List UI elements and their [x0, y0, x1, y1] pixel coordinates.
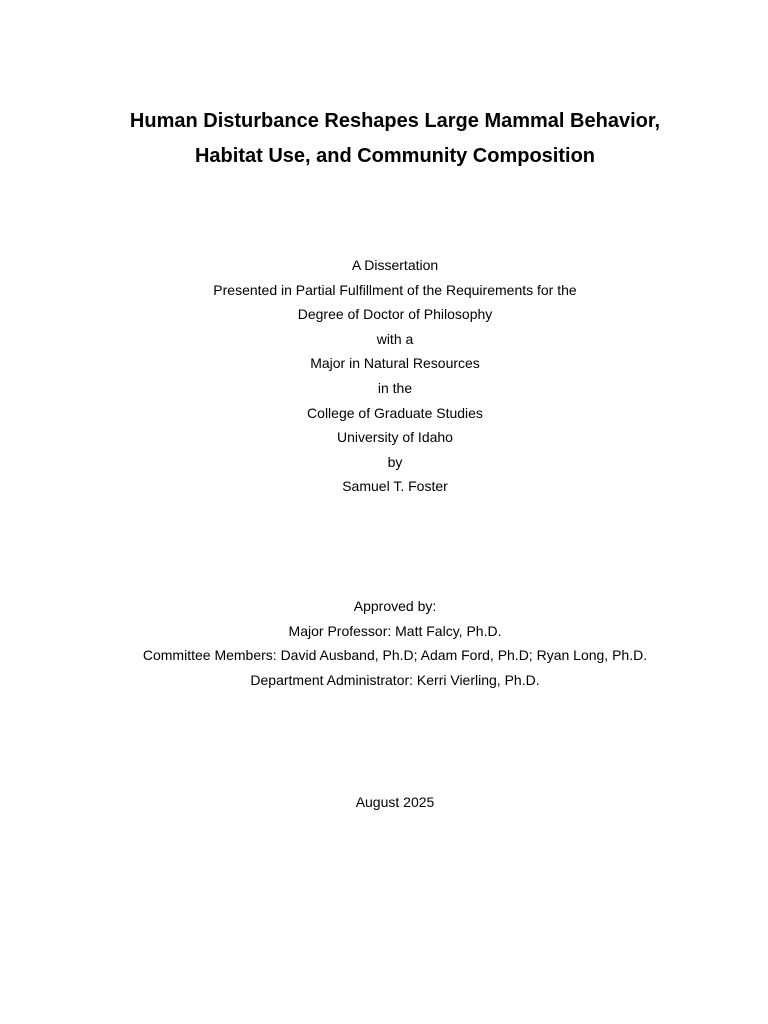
statement-line: College of Graduate Studies [307, 404, 483, 421]
department-administrator: Department Administrator: Kerri Vierling, Ph.D. [250, 671, 540, 688]
major-professor: Major Professor: Matt Falcy, Ph.D. [288, 622, 502, 639]
statement-line: University of Idaho [337, 429, 453, 446]
dissertation-title [0, 104, 768, 174]
title-line-2: Habitat Use, and Community Composition [194, 145, 596, 167]
statement-line: A Dissertation [351, 257, 439, 273]
statement-line: by [387, 453, 403, 470]
statement-line: in the [377, 379, 413, 396]
committee-members: Committee Members: David Ausband, Ph.D; Adam Ford, Ph.D; Ryan Long, Ph.D. [142, 647, 648, 664]
statement-line: Degree of Doctor of Philosophy [297, 306, 493, 323]
statement-line: Major in Natural Resources [310, 355, 480, 372]
statement-line: with a [376, 330, 414, 347]
approval-heading: Approved by: [353, 598, 437, 614]
approval-section [0, 594, 768, 692]
statement-line: Presented in Partial Fulfillment of the Requirements for the [213, 281, 577, 298]
author-name: Samuel T. Foster [342, 478, 448, 495]
title-line-1: Human Disturbance Reshapes Large Mammal Behavior, [129, 110, 661, 132]
submission-date-block [0, 790, 768, 815]
submission-date: August 2025 [355, 794, 435, 810]
degree-statement [0, 253, 768, 499]
